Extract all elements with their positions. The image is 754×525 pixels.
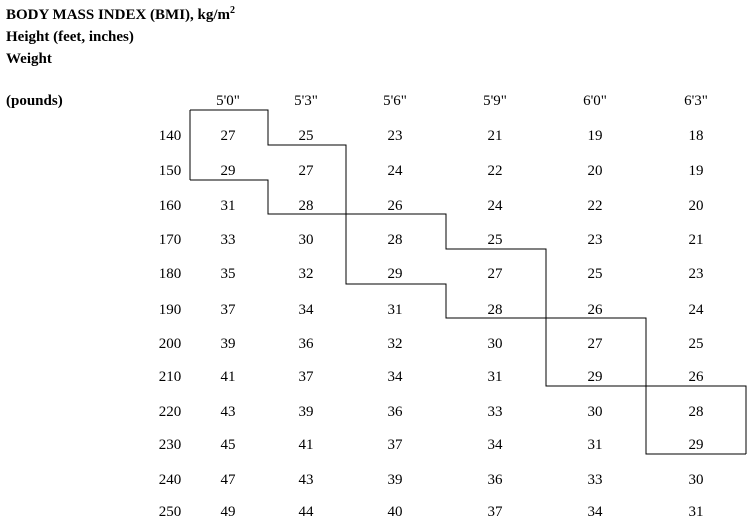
outline-lower-edge (190, 180, 746, 454)
bmi-value-cell: 26 (688, 369, 704, 385)
bmi-value-cell: 31 (220, 198, 236, 214)
column-header-height: 5'9" (483, 93, 507, 109)
bmi-value-cell: 37 (298, 369, 314, 385)
bmi-value-cell: 27 (487, 266, 503, 282)
bmi-value-cell: 31 (587, 437, 603, 453)
bmi-value-cell: 44 (298, 504, 314, 520)
bmi-value-cell: 24 (487, 198, 503, 214)
bmi-value-cell: 24 (387, 163, 403, 179)
row-header-weight: 230 (158, 437, 182, 453)
bmi-value-cell: 34 (487, 437, 503, 453)
bmi-value-cell: 19 (587, 128, 603, 144)
bmi-value-cell: 22 (587, 198, 603, 214)
bmi-value-cell: 26 (387, 198, 403, 214)
bmi-value-cell: 43 (220, 404, 236, 420)
bmi-value-cell: 21 (487, 128, 503, 144)
bmi-value-cell: 29 (220, 163, 236, 179)
bmi-value-cell: 37 (487, 504, 503, 520)
row-header-weight: 250 (158, 504, 182, 520)
bmi-value-cell: 20 (688, 198, 704, 214)
bmi-value-cell: 29 (587, 369, 603, 385)
bmi-value-cell: 41 (298, 437, 314, 453)
bmi-value-cell: 28 (487, 302, 503, 318)
bmi-value-cell: 47 (220, 472, 236, 488)
bmi-value-cell: 25 (298, 128, 314, 144)
bmi-value-cell: 27 (298, 163, 314, 179)
row-header-weight: 140 (158, 128, 182, 144)
row-header-weight: 190 (158, 302, 182, 318)
bmi-value-cell: 25 (487, 232, 503, 248)
column-header-height: 6'0" (583, 93, 607, 109)
bmi-value-cell: 36 (387, 404, 403, 420)
pounds-label: (pounds) (6, 93, 63, 109)
row-header-weight: 220 (158, 404, 182, 420)
bmi-value-cell: 33 (487, 404, 503, 420)
weight-label: Weight (6, 51, 52, 67)
bmi-value-cell: 28 (387, 232, 403, 248)
bmi-value-cell: 28 (298, 198, 314, 214)
bmi-value-cell: 29 (688, 437, 704, 453)
column-header-height: 5'6" (383, 93, 407, 109)
bmi-value-cell: 25 (587, 266, 603, 282)
bmi-value-cell: 31 (387, 302, 403, 318)
row-header-weight: 210 (158, 369, 182, 385)
bmi-value-cell: 30 (587, 404, 603, 420)
row-header-weight: 180 (158, 266, 182, 282)
bmi-value-cell: 21 (688, 232, 704, 248)
bmi-value-cell: 19 (688, 163, 704, 179)
bmi-value-cell: 39 (298, 404, 314, 420)
bmi-value-cell: 27 (220, 128, 236, 144)
row-header-weight: 200 (158, 336, 182, 352)
bmi-value-cell: 39 (387, 472, 403, 488)
bmi-value-cell: 37 (387, 437, 403, 453)
bmi-value-cell: 37 (220, 302, 236, 318)
bmi-value-cell: 27 (587, 336, 603, 352)
bmi-value-cell: 34 (587, 504, 603, 520)
bmi-value-cell: 40 (387, 504, 403, 520)
bmi-value-cell: 30 (298, 232, 314, 248)
bmi-value-cell: 41 (220, 369, 236, 385)
bmi-value-cell: 34 (387, 369, 403, 385)
bmi-value-cell: 30 (487, 336, 503, 352)
bmi-value-cell: 39 (220, 336, 236, 352)
row-header-weight: 150 (158, 163, 182, 179)
bmi-value-cell: 18 (688, 128, 704, 144)
bmi-value-cell: 32 (298, 266, 314, 282)
bmi-value-cell: 31 (487, 369, 503, 385)
bmi-value-cell: 24 (688, 302, 704, 318)
outline-upper-edge (190, 110, 746, 454)
bmi-value-cell: 34 (298, 302, 314, 318)
bmi-value-cell: 28 (688, 404, 704, 420)
bmi-value-cell: 29 (387, 266, 403, 282)
height-label: Height (feet, inches) (6, 29, 134, 45)
bmi-value-cell: 33 (587, 472, 603, 488)
bmi-value-cell: 26 (587, 302, 603, 318)
column-header-height: 5'3" (294, 93, 318, 109)
bmi-value-cell: 31 (688, 504, 704, 520)
row-header-weight: 160 (158, 198, 182, 214)
title-superscript: 2 (230, 5, 236, 16)
row-header-weight: 240 (158, 472, 182, 488)
bmi-value-cell: 23 (688, 266, 704, 282)
column-header-height: 5'0" (216, 93, 240, 109)
bmi-value-cell: 33 (220, 232, 236, 248)
bmi-value-cell: 22 (487, 163, 503, 179)
title-text: BODY MASS INDEX (BMI), kg/m (6, 7, 231, 23)
bmi-value-cell: 35 (220, 266, 236, 282)
column-header-height: 6'3" (684, 93, 708, 109)
bmi-value-cell: 23 (387, 128, 403, 144)
bmi-value-cell: 49 (220, 504, 236, 520)
bmi-value-cell: 36 (298, 336, 314, 352)
bmi-value-cell: 45 (220, 437, 236, 453)
bmi-value-cell: 32 (387, 336, 403, 352)
bmi-value-cell: 36 (487, 472, 503, 488)
bmi-value-cell: 43 (298, 472, 314, 488)
row-header-weight: 170 (158, 232, 182, 248)
bmi-value-cell: 30 (688, 472, 704, 488)
bmi-value-cell: 23 (587, 232, 603, 248)
bmi-value-cell: 25 (688, 336, 704, 352)
bmi-value-cell: 20 (587, 163, 603, 179)
